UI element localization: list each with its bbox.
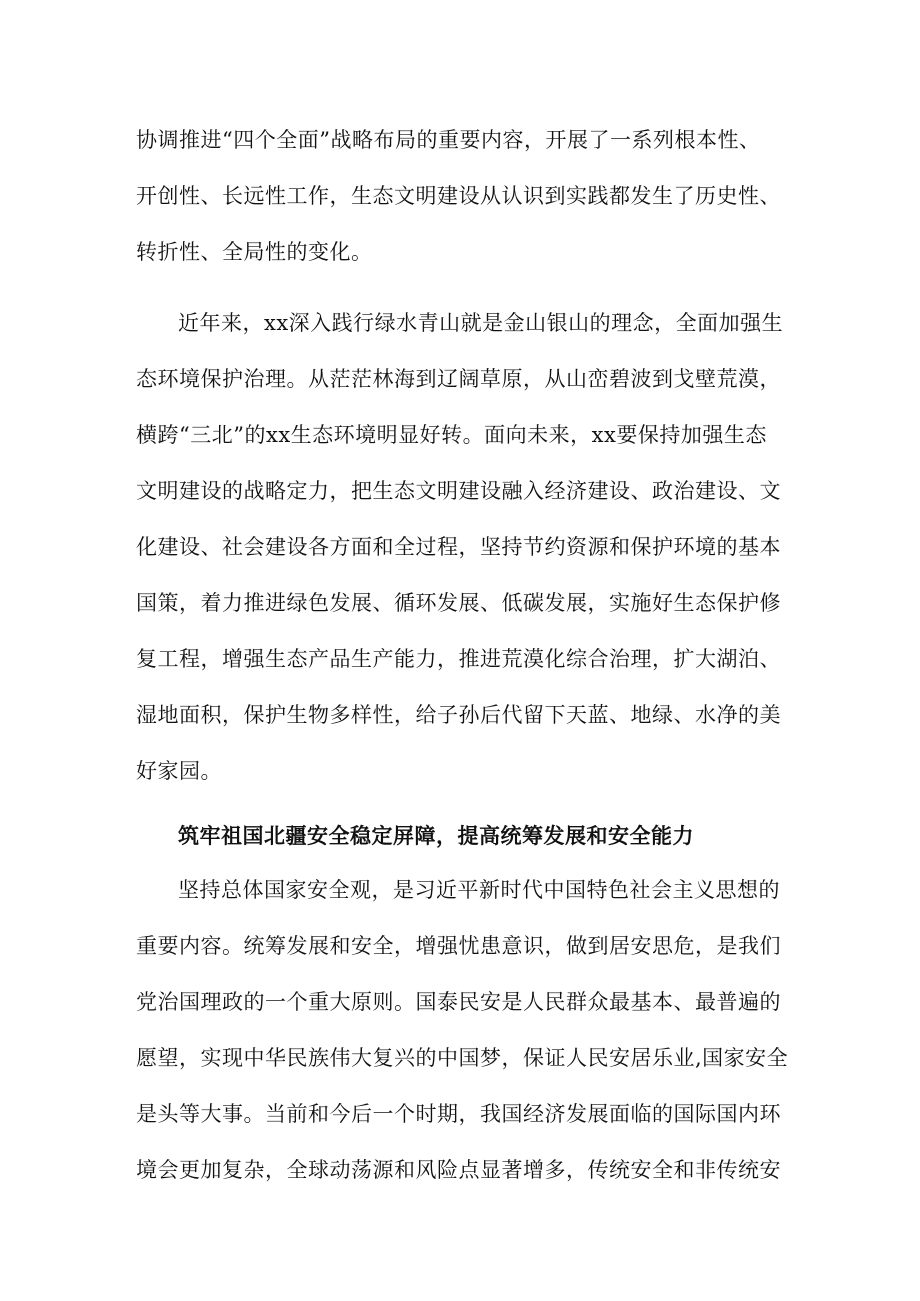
paragraph-line: 坚持总体国家安全观，是习近平新时代中国特色社会主义思想的 <box>178 878 780 902</box>
paragraph-line: 是头等大事。当前和今后一个时期，我国经济发展面临的国际国内环 <box>136 1102 781 1126</box>
paragraph-line: 转折性、全局性的变化。 <box>136 240 373 264</box>
paragraph-line: 境会更加复杂，全球动荡源和风险点显著增多，传统安全和非传统安 <box>136 1158 781 1182</box>
paragraph-line: 开创性、长远性工作，生态文明建设从认识到实践都发生了历史性、 <box>136 184 781 208</box>
paragraph-line: 重要内容。统筹发展和安全，增强忧患意识，做到居安思危，是我们 <box>136 934 781 958</box>
paragraph-line: 复工程，增强生态产品生产能力，推进荒漠化综合治理，扩大湖泊、 <box>136 647 781 671</box>
paragraph-line: 态环境保护治理。从茫茫林海到辽阔草原，从山峦碧波到戈壁荒漠， <box>136 367 781 391</box>
paragraph-ecological-civilization-conclusion <box>136 112 796 280</box>
section-heading: 筑牢祖国北疆安全稳定屏障，提高统筹发展和安全能力 <box>178 824 694 848</box>
paragraph-line: 化建设、社会建设各方面和全过程，坚持节约资源和保护环境的基本 <box>136 535 781 559</box>
paragraph-line: 湿地面积，保护生物多样性，给子孙后代留下天蓝、地绿、水净的美 <box>136 703 781 727</box>
paragraph-green-development <box>136 295 796 799</box>
paragraph-line: 党治国理政的一个重大原则。国泰民安是人民群众最基本、最普遍的 <box>136 990 781 1014</box>
paragraph-line: 协调推进“四个全面”战略布局的重要内容，开展了一系列根本性、 <box>136 128 761 152</box>
paragraph-line: 好家园。 <box>136 759 222 783</box>
paragraph-line: 横跨“三北”的xx生态环境明显好转。面向未来，xx要保持加强生态 <box>136 423 767 447</box>
paragraph-national-security <box>136 862 796 1198</box>
paragraph-line: 愿望，实现中华民族伟大复兴的中国梦，保证人民安居乐业,国家安全 <box>136 1046 789 1070</box>
paragraph-line: 文明建设的战略定力，把生态文明建设融入经济建设、政治建设、文 <box>136 479 781 503</box>
paragraph-line: 近年来，xx深入践行绿水青山就是金山银山的理念，全面加强生 <box>178 311 784 335</box>
paragraph-line: 国策，着力推进绿色发展、循环发展、低碳发展，实施好生态保护修 <box>136 591 781 615</box>
